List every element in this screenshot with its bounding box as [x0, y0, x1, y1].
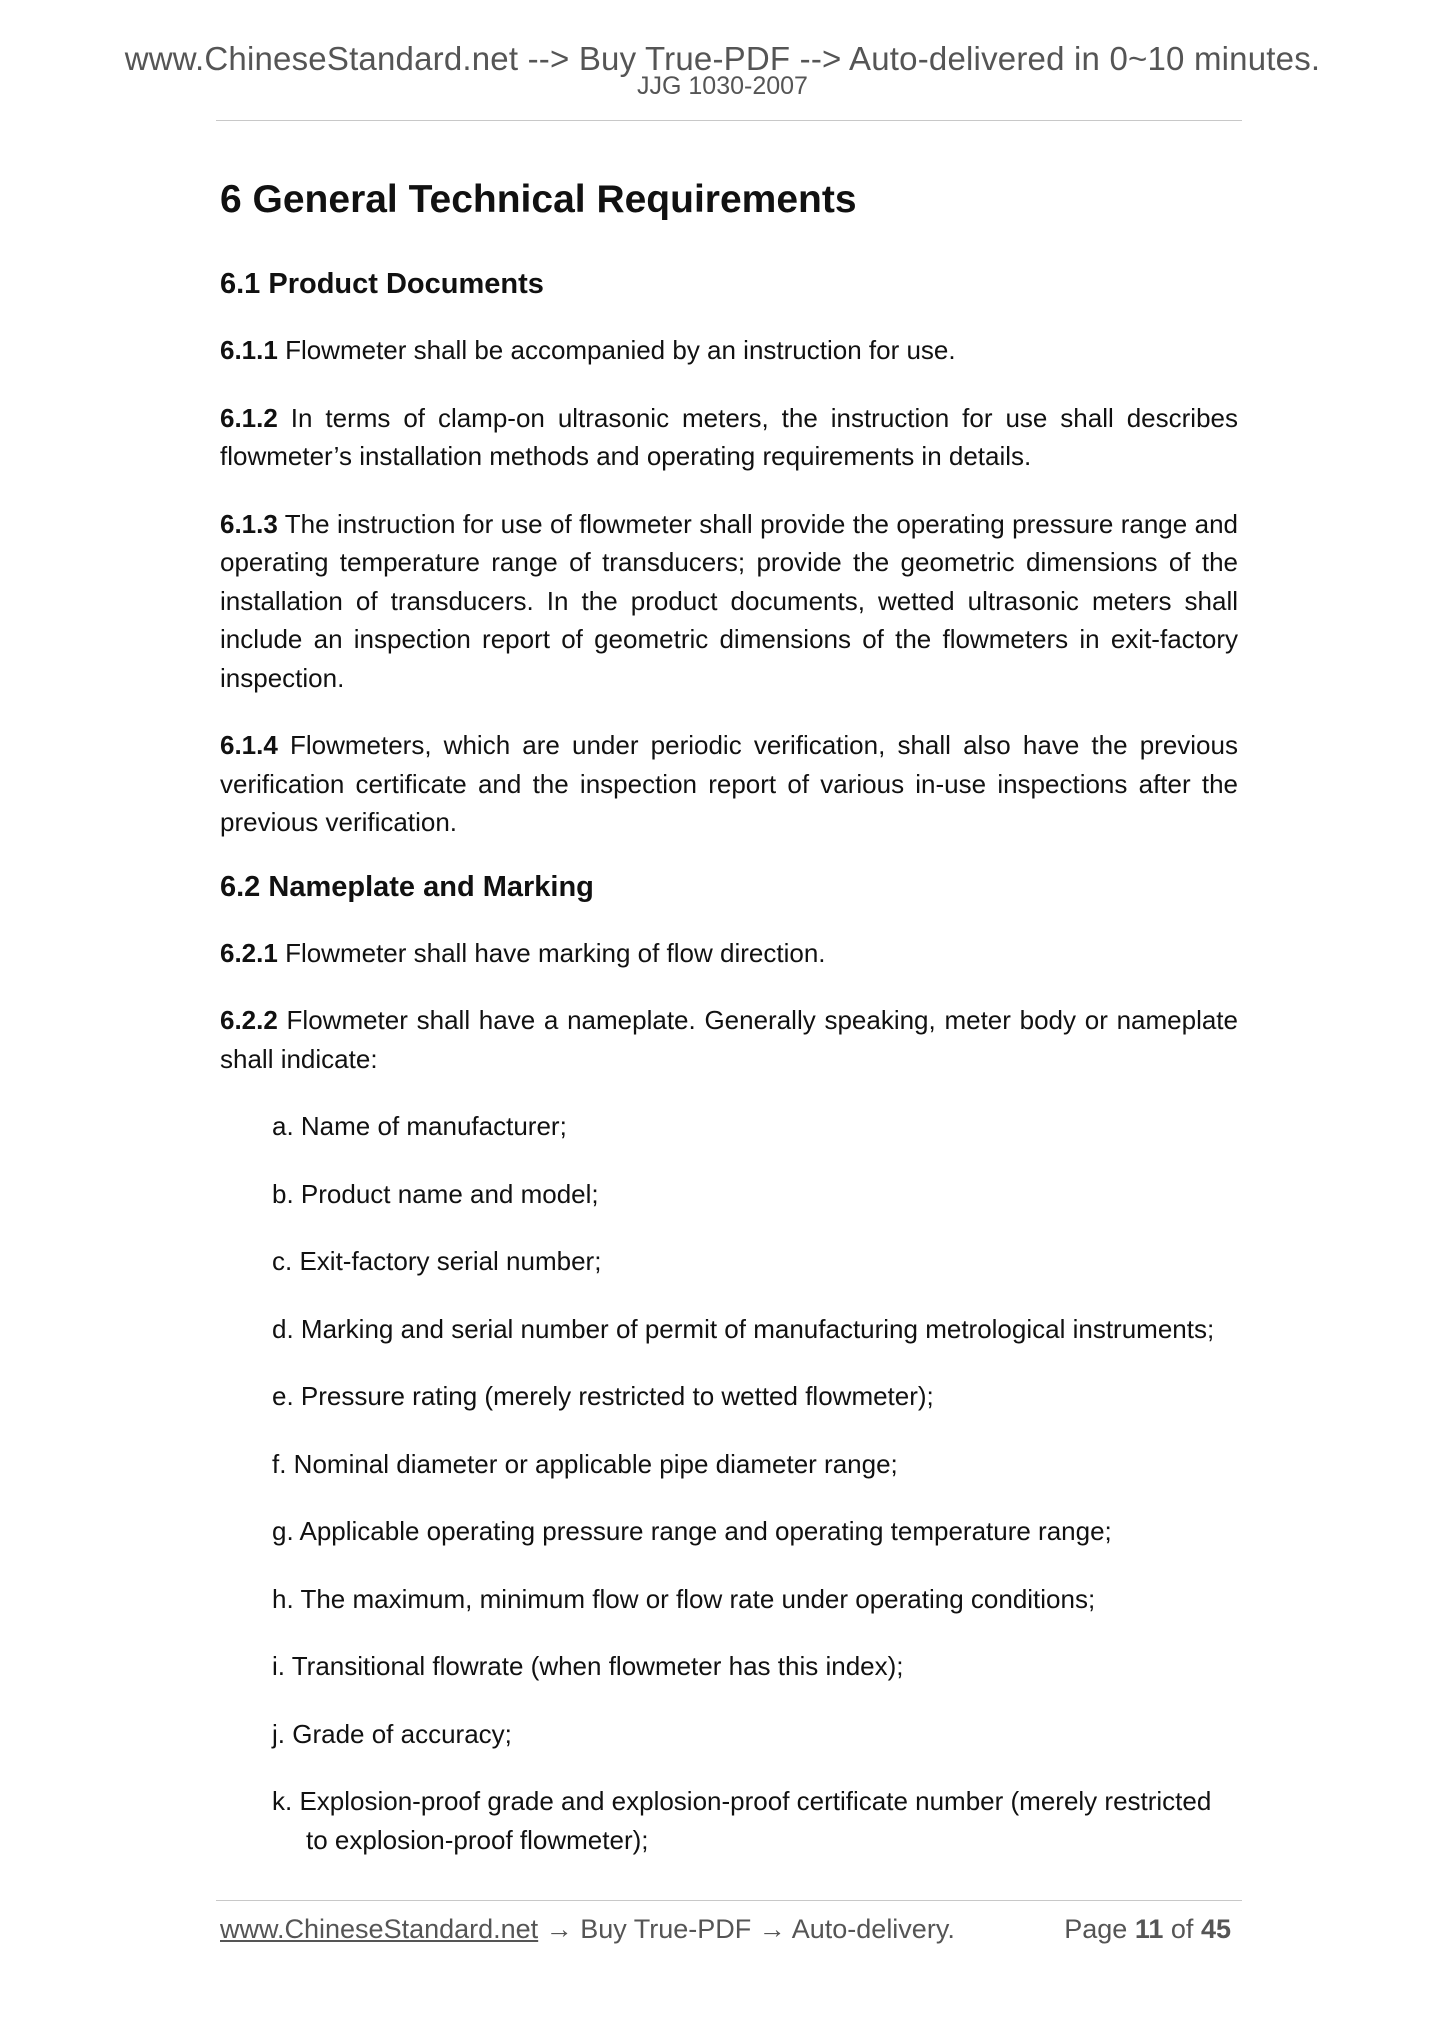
clause-number: 6.2.1	[220, 937, 278, 968]
list-item: b. Product name and model;	[272, 1178, 599, 1209]
clause-6-1-1	[220, 331, 1238, 370]
clause-number: 6.1.1	[220, 335, 278, 365]
subsection-title-product-documents: 6.1 Product Documents	[220, 268, 544, 300]
clause-number: 6.1.2	[220, 402, 278, 433]
list-item-continuation: to explosion-proof flowmeter);	[306, 1824, 649, 1855]
list-item	[272, 1782, 1238, 1859]
clause-text: In terms of clamp-on ultrasonic meters, the instruction for use shall describes flowmeter’s installation methods and operating requirements in details.	[220, 402, 1238, 471]
clause-number: 6.2.2	[220, 1005, 278, 1035]
list-item: a. Name of manufacturer;	[272, 1111, 567, 1141]
standard-code: JJG 1030-2007	[637, 72, 808, 100]
section-title: 6 General Technical Requirements	[220, 178, 857, 221]
page-label: Page	[1064, 1914, 1128, 1944]
subsection-title-nameplate: 6.2 Nameplate and Marking	[220, 870, 594, 903]
list-item: c. Exit-factory serial number;	[272, 1246, 602, 1276]
list-item-line: k. Explosion-proof grade and explosion-proof certificate number (merely restricted	[272, 1786, 1212, 1816]
page-total: 45	[1200, 1914, 1231, 1944]
clause-number: 6.1.3	[220, 508, 278, 539]
clause-6-1-3	[220, 505, 1238, 698]
footer-tagline: → Buy True-PDF → Auto-delivery.	[538, 1914, 955, 1944]
page-footer	[220, 1914, 1238, 1945]
nameplate-item-list	[220, 1107, 1238, 1859]
list-item: f. Nominal diameter or applicable pipe diameter range;	[272, 1448, 898, 1479]
list-item: e. Pressure rating (merely restricted to wetted flowmeter);	[272, 1381, 934, 1411]
list-item: j. Grade of accuracy;	[272, 1718, 512, 1749]
list-item: h. The maximum, minimum flow or flow rate under operating conditions;	[272, 1583, 1096, 1614]
site-banner: www.ChineseStandard.net --> Buy True-PDF --> Auto-delivered in 0~10 minutes.	[124, 40, 1321, 77]
list-item: d. Marking and serial number of permit of manufacturing metrological instruments;	[272, 1313, 1215, 1344]
header-divider	[216, 120, 1242, 121]
of-label: of	[1170, 1914, 1194, 1944]
clause-6-2-2	[220, 1001, 1238, 1078]
page-number: 11	[1134, 1914, 1164, 1944]
page-indicator	[1064, 1914, 1231, 1945]
footer-divider	[216, 1900, 1242, 1901]
clause-text: Flowmeter shall have a nameplate. Generally speaking, meter body or nameplate shall indicate:	[220, 1005, 1238, 1074]
clause-text: The instruction for use of flowmeter shall provide the operating pressure range and operating temperature range of transducers; provide the geometric dimensions of the installation of transducers. In the product documents, wetted ultrasonic meters shall include an inspection report of geometric dimensions of the flowmeters in exit-factory inspection.	[220, 508, 1238, 693]
clause-6-1-4	[220, 726, 1238, 842]
footer-site-link[interactable]: www.ChineseStandard.net	[220, 1914, 539, 1944]
clause-6-1-2	[220, 399, 1238, 476]
list-item: g. Applicable operating pressure range and operating temperature range;	[272, 1516, 1112, 1546]
clause-6-2-1	[220, 934, 1238, 973]
page-content	[220, 178, 1238, 1888]
list-item: i. Transitional flowrate (when flowmeter has this index);	[272, 1651, 904, 1681]
clause-text: Flowmeter shall be accompanied by an instruction for use.	[285, 335, 956, 365]
clause-number: 6.1.4	[220, 730, 278, 760]
clause-text: Flowmeters, which are under periodic verification, shall also have the previous verification certificate and the inspection report of various in-use inspections after the previous verification.	[220, 730, 1238, 837]
clause-text: Flowmeter shall have marking of flow direction.	[285, 937, 826, 968]
